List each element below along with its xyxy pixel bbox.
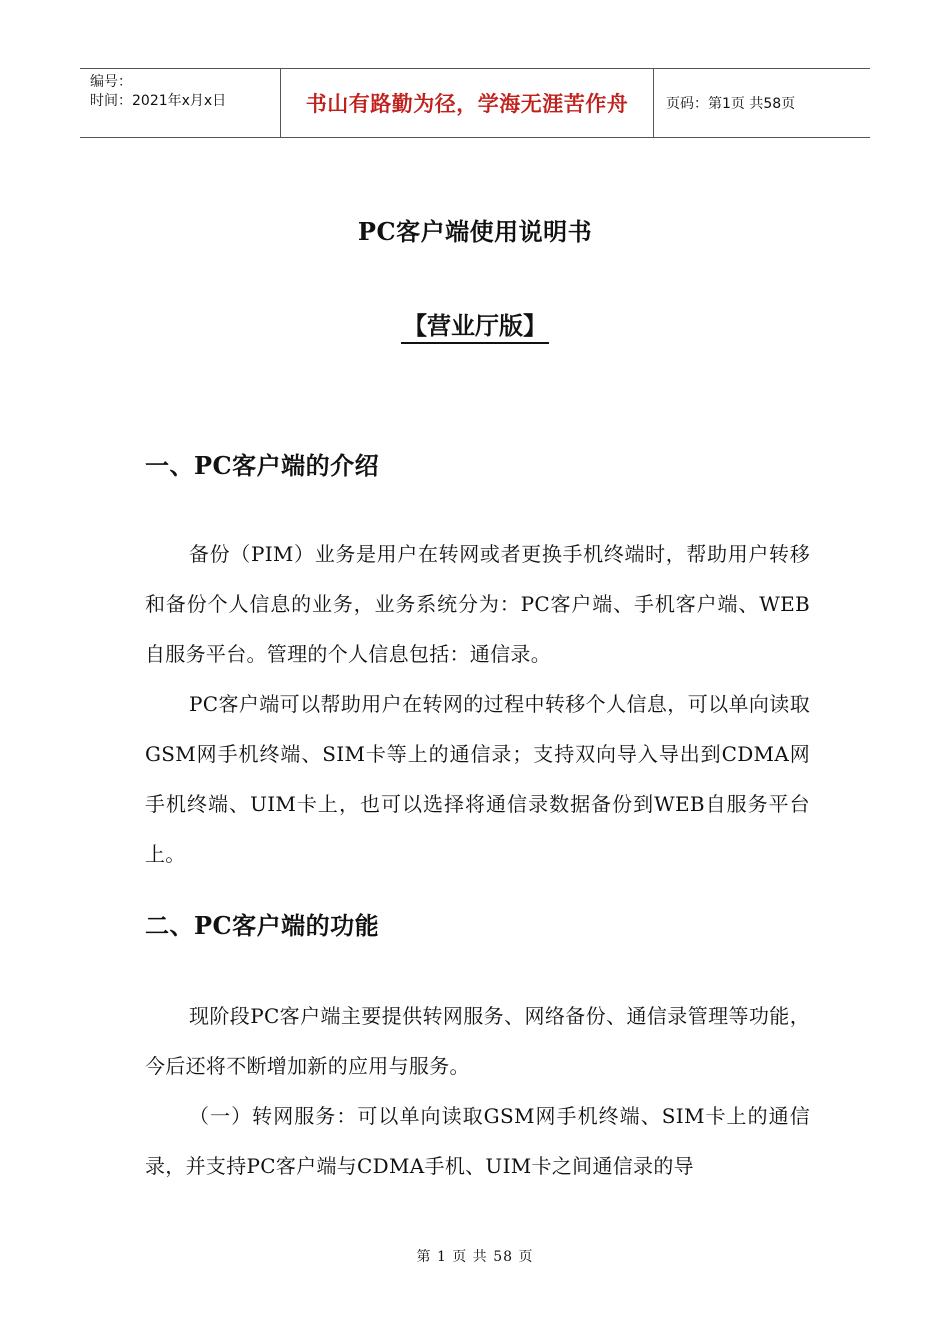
page-header [80, 68, 870, 138]
paragraph-intro-2: PC客户端可以帮助用户在转网的过程中转移个人信息，可以单向读取GSM网手机终端、SIM卡等上的通信录；支持双向导入导出到CDMA网手机终端、UIM卡上，也可以选择将通信录数据备份到WEB自服务平台上。 [145, 692, 810, 866]
document-title: PC客户端使用说明书 [357, 217, 593, 246]
header-number-label: 编号： [90, 74, 132, 90]
paragraph-functions-1: 现阶段PC客户端主要提供转网服务、网络备份、通信录管理等功能，今后还将不断增加新的应用与服务。 [145, 1004, 810, 1078]
paragraph-intro-1: 备份（PIM）业务是用户在转网或者更换手机终端时，帮助用户转移和备份个人信息的业务，业务系统分为：PC客户端、手机客户端、WEB自服务平台。管理的个人信息包括：通信录。 [145, 542, 810, 666]
section-heading-functions: 二、PC客户端的功能 [145, 911, 380, 940]
header-date-label: 时间：2021年x月x日 [90, 93, 227, 109]
document-edition [0, 306, 950, 341]
edition-label: 【营业厅版】 [401, 311, 549, 344]
paragraph-functions-2: （一）转网服务：可以单向读取GSM网手机终端、SIM卡上的通信录，并支持PC客户端与CDMA手机、UIM卡之间通信录的导 [145, 1104, 810, 1178]
section-heading-intro: 一、PC客户端的介绍 [145, 451, 380, 480]
header-page-info: 页码：第1页 共58页 [666, 96, 796, 112]
header-meta [80, 69, 281, 137]
page-footer: 第 1 页 共 58 页 [416, 1249, 534, 1265]
header-motto: 书山有路勤为径，学海无涯苦作舟 [281, 69, 654, 137]
